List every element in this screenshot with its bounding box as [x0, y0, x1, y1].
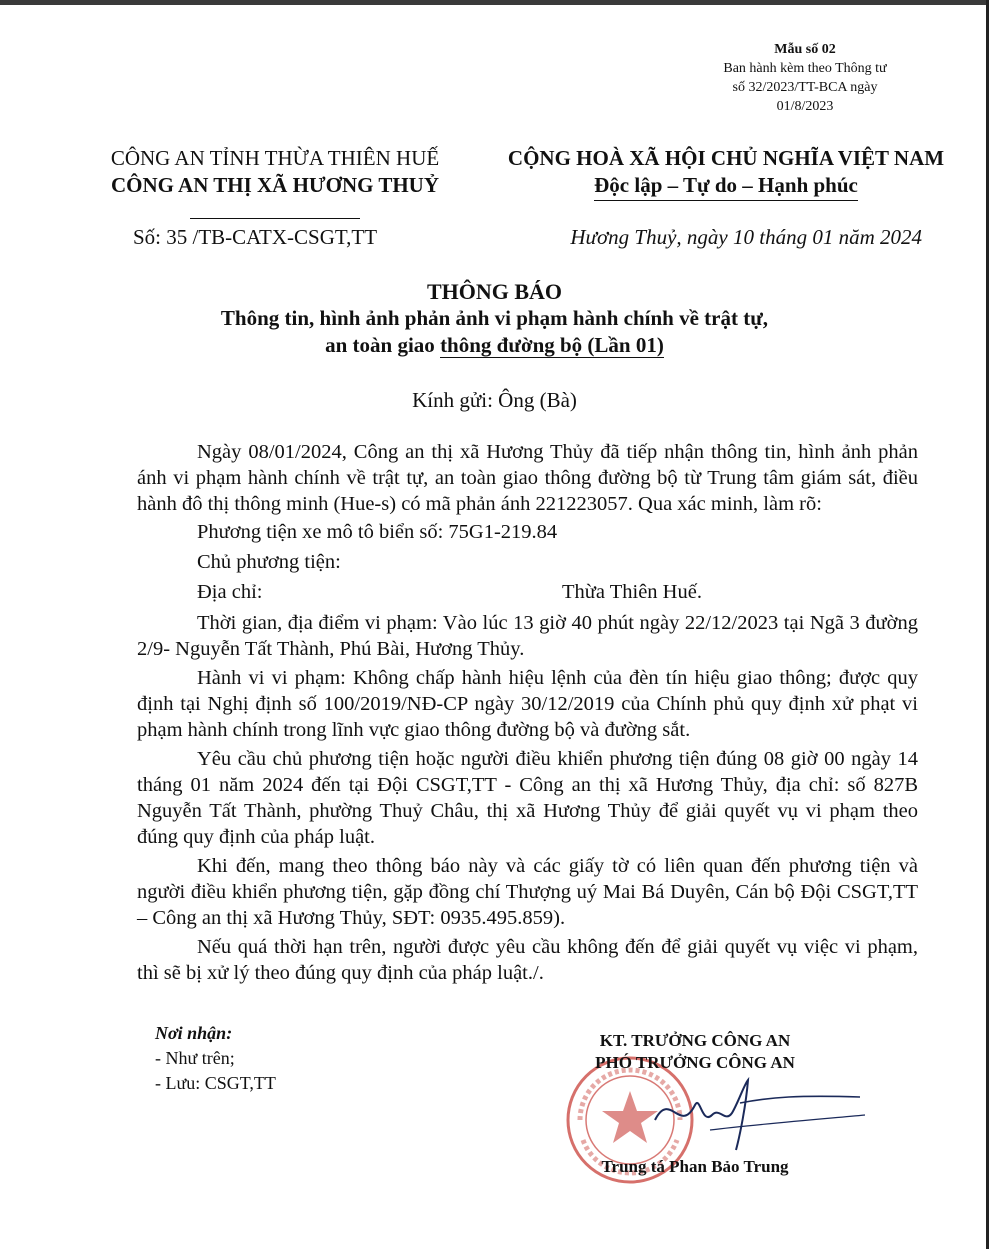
recipients-label: Nơi nhận:: [155, 1023, 233, 1043]
recipient-item: - Lưu: CSGT,TT: [155, 1073, 276, 1093]
vehicle-line: Phương tiện xe mô tô biển số: 75G1-219.84: [197, 521, 558, 543]
signature-block-title: [580, 1030, 810, 1074]
agency-underline: [190, 218, 360, 219]
place-date: Hương Thuỷ, ngày 10 tháng 01 năm 2024: [570, 225, 922, 249]
window-top-border: [0, 0, 989, 5]
paragraph-violation: Hành vi vi phạm: Không chấp hành hiệu lệnh của đèn tín hiệu giao thông; được quy định tại Nghị định số 100/2019/NĐ-CP ngày 30/12/2019 của Chính phủ quy định xử phạt vi phạm hành chính trong lĩnh vực giao thông đường bộ và đường sắt.: [137, 667, 918, 741]
paragraph-bring-documents: Khi đến, mang theo thông báo này và các giấy tờ có liên quan đến phương tiện và người điều khiển phương tiện, gặp đồng chí Thượng uý Mai Bá Duyên, Cán bộ Đội CSGT,TT – Công an thị xã Hương Thủy, SĐT: 0935.495.859).: [137, 855, 918, 929]
nation-name: CỘNG HOÀ XÃ HỘI CHỦ NGHĨA VIỆT NAM: [507, 146, 945, 170]
agency-name: CÔNG AN THỊ XÃ HƯƠNG THUỶ: [110, 173, 440, 197]
address-line: [137, 577, 918, 607]
agency-parent: CÔNG AN TỈNH THỪA THIÊN HUẾ: [110, 146, 440, 170]
form-ref-line3: 01/8/2023: [776, 99, 834, 114]
document-body: [137, 439, 918, 986]
sign-title-line2: PHÓ TRƯỞNG CÔNG AN: [595, 1053, 795, 1072]
sign-title-line1: KT. TRƯỞNG CÔNG AN: [599, 1031, 791, 1050]
title-main: THÔNG BÁO: [426, 279, 563, 304]
form-reference: [700, 40, 910, 116]
form-number: Mẫu số 02: [774, 42, 836, 57]
document-number: Số: 35 /TB-CATX-CSGT,TT: [133, 225, 378, 249]
paragraph-time-place: Thời gian, địa điểm vi phạm: Vào lúc 13 giờ 40 phút ngày 22/12/2023 tại Ngã 3 đường 2/9- Nguyễn Tất Thành, Phú Bài, Hương Thủy.: [137, 612, 918, 660]
document-title: [0, 278, 989, 359]
title-sub1: Thông tin, hình ảnh phản ảnh vi phạm hành chính về trật tự,: [220, 306, 769, 330]
address-province: Thừa Thiên Huế.: [562, 581, 702, 603]
handwritten-signature: [640, 1075, 870, 1155]
form-ref-line1: Ban hành kèm theo Thông tư: [723, 61, 887, 76]
signer-name: Trung tá Phan Bảo Trung: [601, 1157, 789, 1176]
paragraph-request: Yêu cầu chủ phương tiện hoặc người điều khiển phương tiện đúng 08 giờ 00 ngày 14 tháng 01 năm 2024 đến tại Đội CSGT,TT - Công an thị xã Hương Thủy, địa chỉ: số 827B Nguyễn Tất Thành, phường Thuỷ Châu, thị xã Hương Thủy để giải quyết vụ vi phạm theo đúng quy định của pháp luật.: [137, 748, 918, 848]
paragraph-deadline: Nếu quá thời hạn trên, người được yêu cầu không đến để giải quyết vụ việc vi phạm, thì sẽ bị xử lý theo đúng quy định của pháp luật./.: [137, 936, 918, 984]
issuing-agency: [80, 145, 470, 226]
national-motto: [470, 145, 982, 201]
address-label: Địa chỉ:: [197, 581, 263, 603]
title-sub2-a: an toàn giao: [325, 333, 441, 357]
owner-line: Chủ phương tiện:: [197, 551, 341, 573]
greeting: Kính gửi: Ông (Bà): [412, 388, 577, 412]
title-sub2-b: thông đường bộ (Lần 01): [440, 333, 664, 357]
recipient-item: - Như trên;: [155, 1048, 235, 1068]
recipients: [155, 1021, 276, 1096]
paragraph-intro: Ngày 08/01/2024, Công an thị xã Hương Thủy đã tiếp nhận thông tin, hình ảnh phản ánh vi phạm hành chính về trật tự, an toàn giao thông đường bộ từ Trung tâm giám sát, điều hành đô thị thông minh (Hue-s) có mã phản ánh 221223057. Qua xác minh, làm rõ:: [137, 441, 918, 515]
motto: Độc lập – Tự do – Hạnh phúc: [594, 172, 858, 201]
title-sub2: [0, 332, 989, 359]
form-ref-line2: số 32/2023/TT-BCA ngày: [732, 80, 878, 95]
